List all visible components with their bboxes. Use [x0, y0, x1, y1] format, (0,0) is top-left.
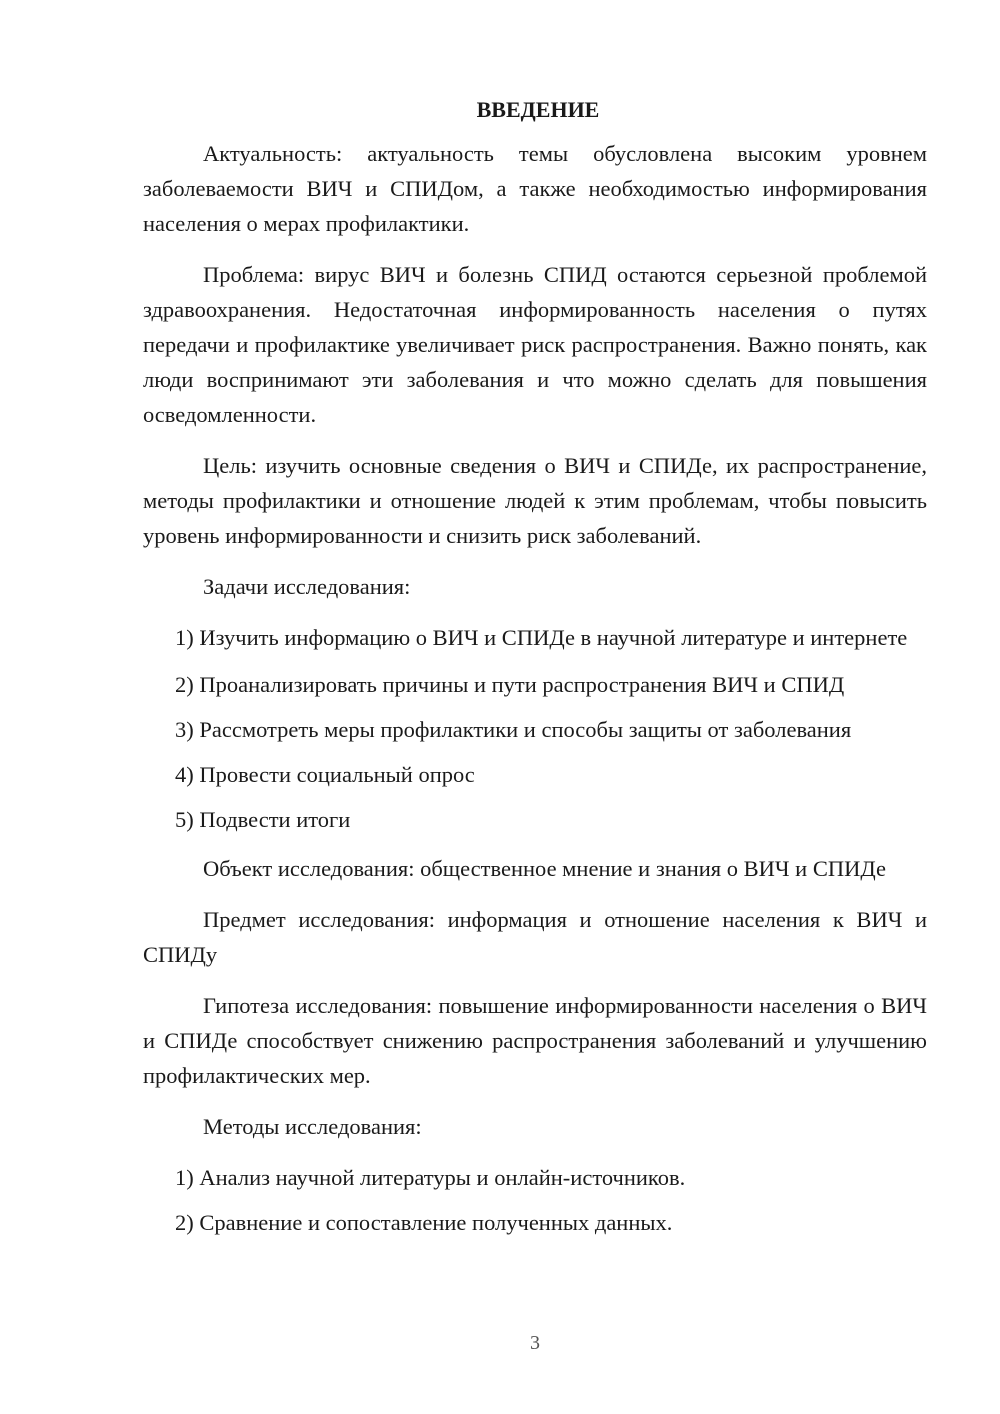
task-item: 3) Рассмотреть меры профилактики и способы защиты от заболевания: [175, 717, 852, 742]
subject-paragraph: Предмет исследования: информация и отношение населения к ВИЧ и СПИДу: [143, 907, 927, 967]
methods-heading: Методы исследования:: [203, 1114, 422, 1139]
task-item: 1) Изучить информацию о ВИЧ и СПИДе в научной литературе и интернете: [175, 625, 908, 650]
task-item: 4) Провести социальный опрос: [175, 762, 475, 787]
page-number: 3: [530, 1332, 540, 1354]
hypothesis-paragraph: Гипотеза исследования: повышение информированности населения о ВИЧ и СПИДе способствует снижению распространения заболеваний и улучшению профилактических мер.: [143, 993, 927, 1088]
goal-paragraph: Цель: изучить основные сведения о ВИЧ и СПИДе, их распространение, методы профилактики и отношение людей к этим проблемам, чтобы повысить уровень информированности и снизить риск заболеваний.: [143, 453, 927, 548]
tasks-heading: Задачи исследования:: [203, 574, 411, 599]
method-item: 2) Сравнение и сопоставление полученных данных.: [175, 1210, 673, 1235]
method-item: 1) Анализ научной литературы и онлайн-источников.: [175, 1165, 686, 1190]
task-item: 2) Проанализировать причины и пути распространения ВИЧ и СПИД: [175, 672, 845, 697]
relevance-paragraph: Актуальность: актуальность темы обусловлена высоким уровнем заболеваемости ВИЧ и СПИДом, а также необходимостью информирования населения о мерах профилактики.: [143, 141, 927, 236]
object-paragraph: Объект исследования: общественное мнение и знания о ВИЧ и СПИДе: [203, 856, 886, 881]
page-content: [143, 94, 927, 1250]
task-item: 5) Подвести итоги: [175, 807, 351, 832]
section-title: ВВЕДЕНИЕ: [476, 97, 600, 122]
problem-paragraph: Проблема: вирус ВИЧ и болезнь СПИД остаются серьезной проблемой здравоохранения. Недостаточная информированность населения о путях передачи и профилактике увеличивает риск распространения. Важно понять, как люди воспринимают эти заболевания и что можно сделать для повышения осведомленности.: [143, 262, 927, 427]
